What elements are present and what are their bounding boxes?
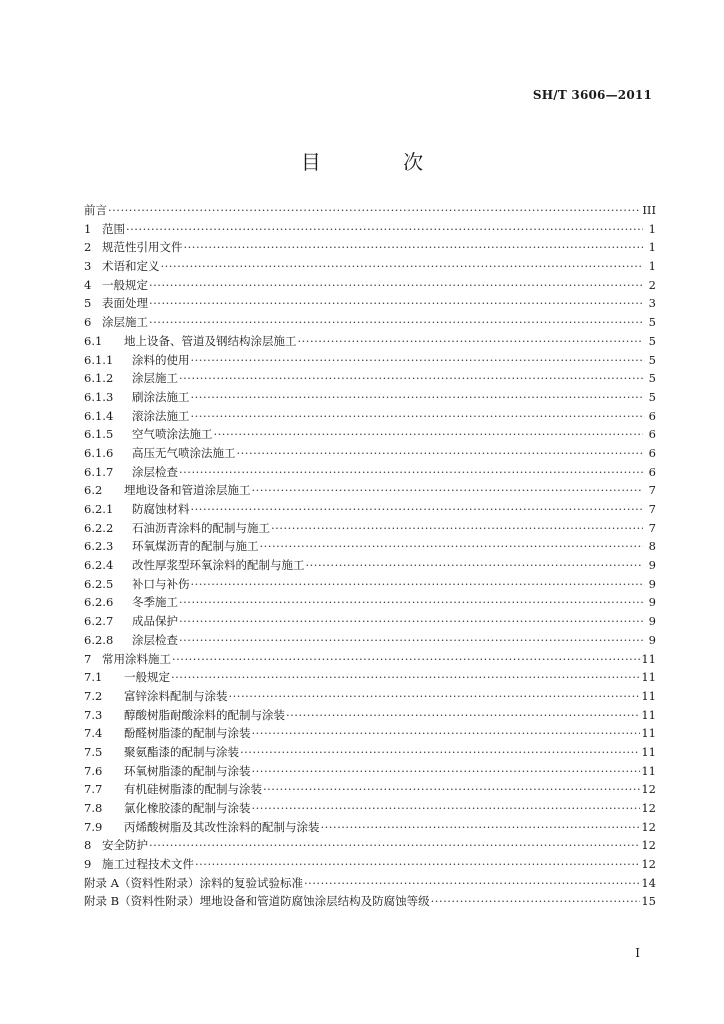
toc-entry-page: 7 (648, 520, 656, 535)
toc-leader-dots (229, 687, 641, 706)
toc-entry[interactable] (84, 276, 656, 295)
toc-leader-dots (179, 612, 643, 631)
toc-entry-title: 富锌涂料配制与涂装 (124, 688, 228, 703)
toc-entry-title: 改性厚浆型环氧涂料的配制与施工 (132, 558, 305, 573)
toc-entry-title: 范围 (102, 221, 125, 236)
toc-entry[interactable] (84, 294, 656, 313)
toc-entry[interactable] (84, 799, 656, 818)
toc-entry-page: 5 (648, 352, 656, 367)
toc-entry-page: 3 (648, 296, 656, 311)
toc-entry-number: 1 (84, 221, 92, 236)
toc-entry-number: 6.2.1 (84, 502, 114, 516)
toc-entry-number: 7.7 (84, 782, 103, 797)
toc-entry-number: 5 (84, 296, 92, 311)
toc-entry-title: 高压无气喷涂法施工 (132, 445, 236, 460)
toc-entry-page: 5 (648, 389, 656, 404)
toc-leader-dots (191, 388, 644, 407)
toc-entry[interactable] (84, 425, 656, 444)
toc-entry[interactable] (84, 481, 656, 500)
toc-entry-number: 6.2.7 (84, 614, 114, 629)
toc-entry[interactable] (84, 612, 656, 631)
toc-entry-title: 聚氨酯漆的配制与涂装 (124, 744, 239, 759)
toc-entry-number: 2 (84, 240, 92, 255)
toc-entry-page: 15 (641, 894, 656, 909)
toc-entry-title: 滚涂法施工 (132, 408, 190, 423)
toc-entry[interactable] (84, 780, 656, 799)
standard-code: SH/T 3606—2011 (532, 88, 652, 102)
toc-entry[interactable] (84, 575, 656, 594)
toc-entry-title: 前言 (84, 203, 107, 217)
toc-entry-title: 附录 B（资料性附录）埋地设备和管道防腐蚀涂层结构及防腐蚀等级 (84, 894, 430, 909)
toc-entry-page: 14 (641, 875, 656, 890)
toc-leader-dots (237, 444, 644, 463)
toc-entry[interactable] (84, 463, 656, 482)
toc-entry-title: 附录 A（资料性附录）涂料的复验试验标准 (84, 875, 303, 890)
toc-entry[interactable] (84, 388, 656, 407)
toc-entry-number: 6.2.4 (84, 558, 114, 573)
toc-entry-page: 11 (641, 707, 656, 722)
toc-entry-title: 刷涂法施工 (132, 389, 190, 404)
toc-entry-title: 石油沥青涂料的配制与施工 (132, 520, 270, 535)
toc-entry-page: 7 (648, 483, 656, 498)
toc-entry-title: 防腐蚀材料 (132, 502, 190, 516)
toc-entry-title: 安全防护 (102, 838, 148, 853)
toc-entry-number: 6.2.2 (84, 520, 114, 535)
toc-entry-title: 环氧树脂漆的配制与涂装 (124, 763, 251, 778)
toc-entry-title: 环氧煤沥青的配制与施工 (132, 539, 259, 554)
toc-entry-page: 6 (648, 464, 656, 479)
toc-entry[interactable] (84, 668, 656, 687)
toc-leader-dots (179, 463, 643, 482)
toc-entry-title: 地上设备、管道及钢结构涂层施工 (124, 333, 297, 348)
toc-leader-dots (431, 892, 641, 911)
toc-entry-number: 7 (84, 651, 92, 666)
toc-entry-page: 11 (641, 651, 656, 666)
toc-entry-title: 规范性引用文件 (102, 240, 183, 255)
toc-entry-page: 1 (648, 259, 656, 274)
toc-entry-title: 涂层检查 (132, 632, 178, 647)
toc-entry-title: 涂料的使用 (132, 352, 190, 367)
toc-leader-dots (191, 351, 644, 370)
toc-entry-number: 7.6 (84, 763, 103, 778)
toc-entry[interactable] (84, 818, 656, 837)
toc-entry[interactable] (84, 332, 656, 351)
toc-entry[interactable] (84, 650, 656, 669)
toc-entry-number: 6.1.3 (84, 389, 114, 404)
toc-entry-title: 补口与补伤 (132, 576, 190, 591)
toc-entry-title: 常用涂料施工 (102, 651, 171, 666)
toc-entry-number: 6 (84, 315, 92, 330)
toc-entry-page: 5 (648, 315, 656, 330)
toc-entry[interactable] (84, 892, 656, 911)
toc-entry-number: 8 (84, 838, 92, 853)
toc-entry-number: 6.1.7 (84, 464, 114, 479)
toc-leader-dots (321, 818, 641, 837)
toc-entry-page: 5 (648, 333, 656, 348)
toc-leader-dots (252, 481, 644, 500)
toc-leader-dots (149, 836, 640, 855)
toc-entry-page: 9 (648, 595, 656, 610)
toc-entry-page: 8 (648, 539, 656, 554)
toc-entry-title: 涂层检查 (132, 464, 178, 479)
toc-leader-dots (108, 201, 641, 220)
toc-entry[interactable] (84, 238, 656, 257)
toc-entry-title: 涂层施工 (132, 371, 178, 386)
toc-entry-page: III (642, 203, 656, 217)
toc-leader-dots (126, 220, 643, 239)
toc-entry-page: 2 (648, 277, 656, 292)
toc-leader-dots (184, 238, 644, 257)
toc-entry-page: 1 (648, 240, 656, 255)
toc-entry-number: 6.2.3 (84, 539, 114, 554)
toc-entry[interactable] (84, 537, 656, 556)
toc-leader-dots (306, 556, 644, 575)
toc-leader-dots (179, 593, 643, 612)
toc-entry[interactable] (84, 351, 656, 370)
page-title: 目 次 (300, 150, 462, 174)
toc-leader-dots (171, 668, 640, 687)
toc-entry-page: 9 (648, 558, 656, 573)
toc-entry-number: 7.2 (84, 688, 103, 703)
toc-entry[interactable] (84, 257, 656, 276)
toc-entry-page: 9 (648, 576, 656, 591)
toc-entry-page: 12 (641, 857, 656, 872)
toc-entry-title: 埋地设备和管道涂层施工 (124, 483, 251, 498)
toc-entry-title: 涂层施工 (102, 315, 148, 330)
toc-entry-number: 6.2 (84, 483, 103, 498)
toc-entry-page: 6 (648, 408, 656, 423)
toc-leader-dots (252, 799, 641, 818)
toc-leader-dots (252, 762, 641, 781)
toc-entry-number: 6.1.6 (84, 445, 114, 460)
toc-entry[interactable] (84, 369, 656, 388)
toc-entry-title: 冬季施工 (132, 595, 178, 610)
toc-entry-page: 9 (648, 632, 656, 647)
toc-entry[interactable] (84, 444, 656, 463)
toc-entry-number: 7.9 (84, 819, 103, 834)
toc-entry-title: 有机硅树脂漆的配制与涂装 (124, 782, 262, 797)
toc-entry-title: 酚醛树脂漆的配制与涂装 (124, 726, 251, 741)
toc-entry-number: 4 (84, 277, 92, 292)
toc-entry-page: 11 (641, 670, 656, 685)
toc-leader-dots (179, 369, 643, 388)
toc-leader-dots (263, 780, 640, 799)
toc-entry[interactable] (84, 687, 656, 706)
toc-entry[interactable] (84, 201, 656, 220)
toc-entry-number: 9 (84, 857, 92, 872)
toc-entry-page: 6 (648, 427, 656, 442)
toc-entry-title: 丙烯酸树脂及其改性涂料的配制与涂装 (124, 819, 320, 834)
toc-entry-title: 一般规定 (102, 277, 148, 292)
toc-leader-dots (252, 724, 641, 743)
toc-entry[interactable] (84, 407, 656, 426)
toc-leader-dots (298, 332, 644, 351)
toc-entry-page: 5 (648, 371, 656, 386)
toc-entry-number: 6.1.5 (84, 427, 114, 442)
toc-entry-title: 醇酸树脂耐酸涂料的配制与涂装 (124, 707, 285, 722)
toc-entry-title: 一般规定 (124, 670, 170, 685)
toc-entry-title: 表面处理 (102, 296, 148, 311)
toc-entry[interactable] (84, 724, 656, 743)
toc-entry-title: 施工过程技术文件 (102, 857, 194, 872)
table-of-contents (84, 201, 656, 911)
toc-leader-dots (304, 874, 640, 893)
toc-leader-dots (161, 257, 644, 276)
page-number: I (635, 946, 640, 960)
toc-leader-dots (286, 706, 640, 725)
toc-entry-page: 12 (641, 819, 656, 834)
toc-entry[interactable] (84, 855, 656, 874)
toc-leader-dots (191, 407, 644, 426)
toc-entry[interactable] (84, 836, 656, 855)
toc-entry-number: 3 (84, 259, 92, 274)
toc-entry[interactable] (84, 631, 656, 650)
toc-entry-number: 6.1 (84, 333, 103, 348)
toc-leader-dots (149, 294, 643, 313)
toc-entry-number: 7.3 (84, 707, 103, 722)
toc-entry-page: 12 (641, 801, 656, 815)
toc-entry[interactable] (84, 556, 656, 575)
toc-entry-title: 氯化橡胶漆的配制与涂装 (124, 801, 251, 815)
toc-leader-dots (240, 743, 640, 762)
toc-entry-number: 6.2.6 (84, 595, 114, 610)
toc-entry-page: 9 (648, 614, 656, 629)
toc-entry-number: 6.2.5 (84, 576, 114, 591)
toc-entry[interactable] (84, 519, 656, 538)
toc-entry-number: 6.1.1 (84, 352, 114, 367)
toc-entry[interactable] (84, 500, 656, 519)
toc-leader-dots (149, 313, 643, 332)
toc-entry[interactable] (84, 313, 656, 332)
toc-entry-number: 7.4 (84, 726, 103, 741)
toc-entry[interactable] (84, 874, 656, 893)
toc-entry-page: 11 (641, 744, 656, 759)
toc-entry[interactable] (84, 706, 656, 725)
toc-leader-dots (195, 855, 640, 874)
toc-entry-page: 11 (641, 688, 656, 703)
toc-entry-title: 成品保护 (132, 614, 178, 629)
toc-leader-dots (149, 276, 643, 295)
toc-entry[interactable] (84, 593, 656, 612)
toc-entry-number: 7.5 (84, 744, 103, 759)
toc-leader-dots (191, 575, 644, 594)
toc-leader-dots (172, 650, 640, 669)
toc-entry-page: 1 (648, 221, 656, 236)
toc-entry[interactable] (84, 220, 656, 239)
toc-entry-page: 12 (641, 838, 656, 853)
toc-entry-number: 7.1 (84, 670, 103, 685)
toc-entry-number: 7.8 (84, 801, 103, 815)
toc-entry-page: 11 (641, 763, 656, 778)
toc-leader-dots (214, 425, 644, 444)
toc-leader-dots (179, 631, 643, 650)
toc-entry-page: 7 (648, 502, 656, 516)
toc-entry-number: 6.1.2 (84, 371, 114, 386)
toc-entry[interactable] (84, 762, 656, 781)
toc-entry-title: 空气喷涂法施工 (132, 427, 213, 442)
toc-leader-dots (271, 519, 643, 538)
toc-leader-dots (191, 500, 644, 519)
toc-entry-page: 6 (648, 445, 656, 460)
toc-entry-page: 12 (641, 782, 656, 797)
toc-entry-number: 6.2.8 (84, 632, 114, 647)
toc-leader-dots (260, 537, 644, 556)
toc-entry[interactable] (84, 743, 656, 762)
toc-entry-number: 6.1.4 (84, 408, 114, 423)
toc-entry-title: 术语和定义 (102, 259, 160, 274)
toc-entry-page: 11 (641, 726, 656, 741)
